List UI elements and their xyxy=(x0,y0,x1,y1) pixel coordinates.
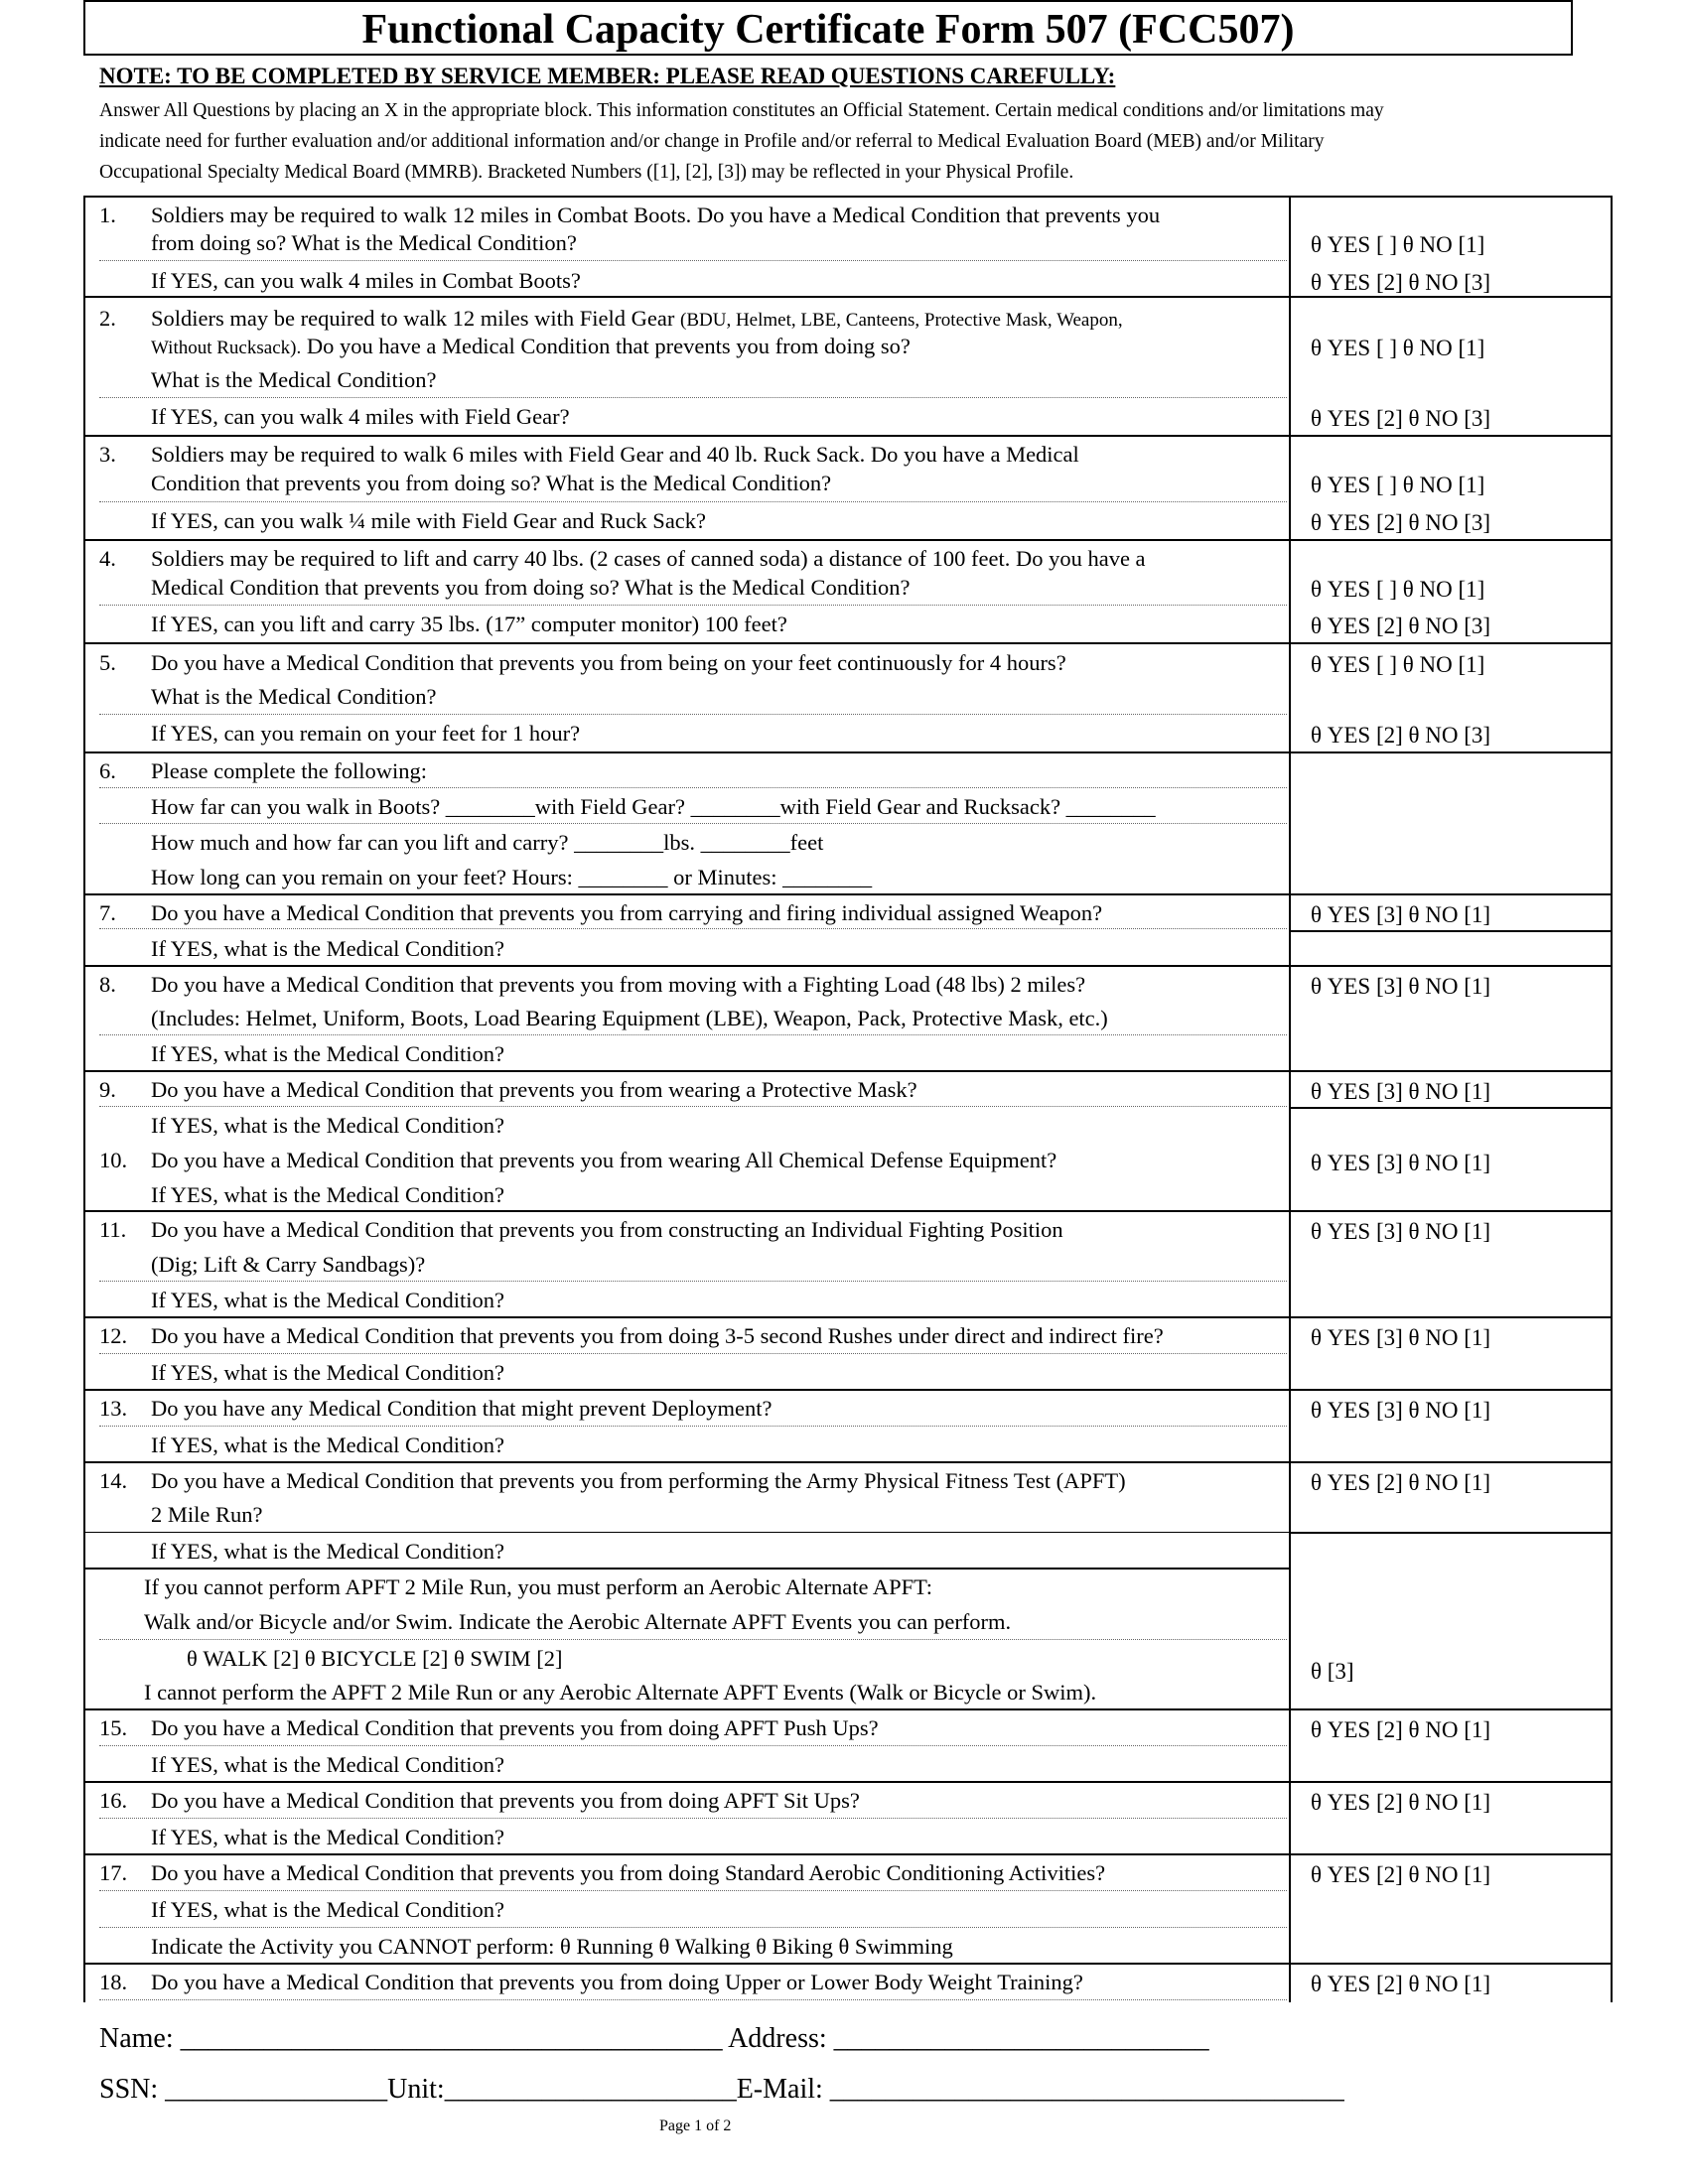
intro-text xyxy=(99,95,1609,188)
question-text: from doing so? What is the Medical Condition? xyxy=(151,230,577,255)
answer-choice[interactable]: θ YES [2] θ NO [3] xyxy=(1311,270,1491,295)
answer-choice[interactable]: θ YES [3] θ NO [1] xyxy=(1311,1151,1491,1175)
dotted-rule xyxy=(99,1927,1287,1928)
question-text: How far can you walk in Boots? ________with Field Gear? ________with Field Gear and Rucksack? ________ xyxy=(151,794,1156,819)
question-text: Do you have a Medical Condition that prevents you from wearing All Chemical Defense Equipment? xyxy=(151,1148,1057,1172)
row-divider xyxy=(83,1963,1613,1965)
intro-line: Answer All Questions by placing an X in the appropriate block. This information constitutes an Official Statement. Certain medical conditions and/or limitations may xyxy=(99,100,1384,121)
answer-choice[interactable]: θ YES [2] θ NO [1] xyxy=(1311,1470,1491,1495)
answer-choice[interactable]: θ [3] xyxy=(1311,1659,1354,1684)
answer-choice[interactable]: θ YES [ ] θ NO [1] xyxy=(1311,336,1485,360)
followup-text: If YES, what is the Medical Condition? xyxy=(151,1897,504,1922)
question-text: Medical Condition that prevents you from doing so? What is the Medical Condition? xyxy=(151,575,911,600)
question-text: What is the Medical Condition? xyxy=(151,367,437,392)
question-number: 13. xyxy=(99,1396,128,1421)
form-title: Functional Capacity Certificate Form 507 (FCC507) xyxy=(83,0,1573,56)
question-text: How long can you remain on your feet? Hours: ________ or Minutes: ________ xyxy=(151,865,873,889)
page-number: Page 1 of 2 xyxy=(659,2117,732,2134)
question-text: Soldiers may be required to walk 12 miles with Field Gear xyxy=(151,306,681,331)
followup-text: If YES, what is the Medical Condition? xyxy=(151,1113,504,1138)
question-text: Do you have a Medical Condition that prevents you from constructing an Individual Fighting Position xyxy=(151,1217,1063,1242)
dotted-rule xyxy=(99,501,1287,502)
followup-text: If YES, what is the Medical Condition? xyxy=(151,1539,504,1564)
question-text-small: (BDU, Helmet, LBE, Canteens, Protective Mask, Weapon, xyxy=(680,310,1123,331)
answer-choice[interactable]: θ YES [2] θ NO [3] xyxy=(1311,614,1491,638)
followup-text: If YES, what is the Medical Condition? xyxy=(151,1182,504,1207)
dotted-rule xyxy=(99,1353,1287,1354)
row-divider xyxy=(83,296,1613,298)
answer-choice[interactable]: θ YES [ ] θ NO [1] xyxy=(1311,232,1485,257)
answer-choice[interactable]: θ YES [ ] θ NO [1] xyxy=(1311,473,1485,497)
dotted-rule xyxy=(99,1818,1287,1819)
intro-line: indicate need for further evaluation and/or additional information and/or change in Profile and/or referral to Medical Evaluation Board (MEB) and/or Military xyxy=(99,131,1325,152)
question-text: Do you have a Medical Condition that prevents you from doing APFT Sit Ups? xyxy=(151,1788,860,1813)
answer-divider xyxy=(1289,1532,1613,1534)
row-divider xyxy=(83,539,1613,541)
question-text: Do you have a Medical Condition that prevents you from carrying and firing individual assigned Weapon? xyxy=(151,900,1103,925)
row-divider xyxy=(83,1070,1613,1072)
dotted-rule xyxy=(99,1034,1287,1035)
row-divider xyxy=(83,1708,1613,1710)
followup-text: If YES, can you walk 4 miles in Combat Boots? xyxy=(151,268,581,293)
question-number: 4. xyxy=(99,546,116,571)
question-text: Soldiers may be required to walk 6 miles with Field Gear and 40 lb. Ruck Sack. Do you have a Medical xyxy=(151,442,1079,467)
row-divider xyxy=(83,1853,1613,1855)
question-number: 12. xyxy=(99,1323,128,1348)
dotted-rule xyxy=(99,823,1287,824)
question-text: Do you have a Medical Condition that prevents you from performing the Army Physical Fitness Test (APFT) xyxy=(151,1468,1126,1493)
followup-text: If YES, can you remain on your feet for 1 hour? xyxy=(151,721,581,746)
row-divider xyxy=(83,435,1613,437)
row-divider xyxy=(83,1389,1613,1391)
alternate-instructions: Walk and/or Bicycle and/or Swim. Indicate the Aerobic Alternate APFT Events you can perform. xyxy=(144,1609,1012,1634)
followup-text: If YES, what is the Medical Condition? xyxy=(151,1752,504,1777)
question-number: 14. xyxy=(99,1468,128,1493)
activity-choices[interactable]: Indicate the Activity you CANNOT perform: θ Running θ Walking θ Biking θ Swimming xyxy=(151,1934,953,1959)
dotted-rule xyxy=(99,787,1287,788)
dotted-rule xyxy=(99,1639,1287,1640)
answer-choice[interactable]: θ YES [ ] θ NO [1] xyxy=(1311,577,1485,602)
followup-text: If YES, can you lift and carry 35 lbs. (17” computer monitor) 100 feet? xyxy=(151,612,787,636)
alternate-instructions: If you cannot perform APFT 2 Mile Run, you must perform an Aerobic Alternate APFT: xyxy=(144,1574,932,1599)
question-text: Do you have a Medical Condition that prevents you from doing APFT Push Ups? xyxy=(151,1715,879,1740)
followup-text: If YES, what is the Medical Condition? xyxy=(151,1825,504,1849)
row-divider xyxy=(83,893,1613,895)
answer-choice[interactable]: θ YES [2] θ NO [3] xyxy=(1311,723,1491,748)
dotted-rule xyxy=(99,1426,1287,1427)
question-number: 7. xyxy=(99,900,116,925)
answer-choice[interactable]: θ YES [2] θ NO [1] xyxy=(1311,1972,1491,1996)
dotted-rule xyxy=(99,1999,1287,2000)
answer-choice[interactable]: θ YES [2] θ NO [1] xyxy=(1311,1790,1491,1815)
question-text: Do you have a Medical Condition that prevents you from wearing a Protective Mask? xyxy=(151,1077,917,1102)
question-text: 2 Mile Run? xyxy=(151,1502,263,1527)
answer-divider xyxy=(1289,1107,1613,1109)
cannot-perform-statement: I cannot perform the APFT 2 Mile Run or any Aerobic Alternate APFT Events (Walk or Bicycle or Swim). xyxy=(144,1680,1097,1705)
question-text: Do you have any Medical Condition that might prevent Deployment? xyxy=(151,1396,773,1421)
row-divider xyxy=(83,1781,1613,1783)
dotted-rule xyxy=(99,1890,1287,1891)
followup-text: If YES, what is the Medical Condition? xyxy=(151,936,504,961)
question-number: 3. xyxy=(99,442,116,467)
row-divider xyxy=(83,1461,1613,1463)
question-text: Do you have a Medical Condition that prevents you from doing so? xyxy=(301,334,911,358)
answer-column-divider xyxy=(1289,196,1291,2002)
followup-text: If YES, can you walk 4 miles with Field Gear? xyxy=(151,404,570,429)
dotted-rule xyxy=(99,397,1287,398)
question-text: How much and how far can you lift and carry? ________lbs. ________feet xyxy=(151,830,824,855)
answer-choice[interactable]: θ YES [3] θ NO [1] xyxy=(1311,902,1491,927)
followup-text: If YES, what is the Medical Condition? xyxy=(151,1288,504,1312)
answer-choice[interactable]: θ YES [3] θ NO [1] xyxy=(1311,1398,1491,1423)
question-text: (Dig; Lift & Carry Sandbags)? xyxy=(151,1252,426,1277)
dotted-rule xyxy=(99,1106,1287,1107)
question-number: 11. xyxy=(99,1217,127,1242)
followup-text: If YES, what is the Medical Condition? xyxy=(151,1041,504,1066)
question-text: (Includes: Helmet, Uniform, Boots, Load Bearing Equipment (LBE), Weapon, Pack, Protective Mask, etc.) xyxy=(151,1006,1108,1030)
question-text: Condition that prevents you from doing so? What is the Medical Condition? xyxy=(151,471,832,495)
question-number: 5. xyxy=(99,650,116,675)
row-divider xyxy=(83,1316,1613,1318)
note-heading: NOTE: TO BE COMPLETED BY SERVICE MEMBER: PLEASE READ QUESTIONS CAREFULLY: xyxy=(99,64,1116,88)
row-divider xyxy=(83,965,1613,967)
question-number: 2. xyxy=(99,306,116,331)
question-text-small: Without Rucksack). xyxy=(151,338,302,358)
ssn-unit-email-fields[interactable]: SSN: ________________Unit:_____________________E-Mail: _____________________________________ xyxy=(99,2074,1344,2105)
question-number: 16. xyxy=(99,1788,128,1813)
question-text: Do you have a Medical Condition that prevents you from doing Standard Aerobic Conditioning Activities? xyxy=(151,1860,1106,1885)
question-text: Please complete the following: xyxy=(151,758,428,783)
question-text: Soldiers may be required to lift and carry 40 lbs. (2 cases of canned soda) a distance of 100 feet. Do you have a xyxy=(151,546,1146,571)
question-text: Do you have a Medical Condition that prevents you from moving with a Fighting Load (48 lbs) 2 miles? xyxy=(151,972,1086,997)
question-number: 8. xyxy=(99,972,116,997)
dotted-rule xyxy=(99,1281,1287,1282)
followup-text: If YES, what is the Medical Condition? xyxy=(151,1433,504,1457)
dotted-rule xyxy=(99,928,1287,929)
dotted-rule xyxy=(99,605,1287,606)
row-divider xyxy=(83,751,1613,753)
question-number: 15. xyxy=(99,1715,128,1740)
row-divider xyxy=(83,642,1613,644)
question-text: Do you have a Medical Condition that prevents you from doing Upper or Lower Body Weight Training? xyxy=(151,1970,1083,1994)
question-number: 1. xyxy=(99,203,116,227)
answer-divider xyxy=(1289,930,1613,932)
alternate-events-choices[interactable]: θ WALK [2] θ BICYCLE [2] θ SWIM [2] xyxy=(187,1646,563,1671)
name-address-fields[interactable]: Name: _______________________________________ Address: ___________________________ xyxy=(99,2023,1209,2054)
dotted-rule xyxy=(99,260,1287,261)
question-number: 17. xyxy=(99,1860,128,1885)
followup-text: If YES, what is the Medical Condition? xyxy=(151,1360,504,1385)
answer-choice[interactable]: θ YES [3] θ NO [1] xyxy=(1311,974,1491,999)
followup-text: If YES, can you walk ¼ mile with Field Gear and Ruck Sack? xyxy=(151,508,707,533)
answer-choice[interactable]: θ YES [2] θ NO [1] xyxy=(1311,1862,1491,1887)
question-text: Do you have a Medical Condition that prevents you from being on your feet continuously for 4 hours? xyxy=(151,650,1066,675)
question-text-line xyxy=(151,332,911,363)
question-number: 9. xyxy=(99,1077,116,1102)
answer-choice[interactable]: θ YES [3] θ NO [1] xyxy=(1311,1079,1491,1104)
answer-choice[interactable]: θ YES [2] θ NO [1] xyxy=(1311,1717,1491,1742)
question-text: Soldiers may be required to walk 12 miles in Combat Boots. Do you have a Medical Condition that prevents you xyxy=(151,203,1161,227)
row-divider xyxy=(83,1532,1289,1533)
question-text: Do you have a Medical Condition that prevents you from doing 3-5 second Rushes under direct and indirect fire? xyxy=(151,1323,1164,1348)
answer-choice[interactable]: θ YES [3] θ NO [1] xyxy=(1311,1219,1491,1244)
answer-choice[interactable]: θ YES [2] θ NO [3] xyxy=(1311,406,1491,431)
dotted-rule xyxy=(99,714,1287,715)
question-number: 6. xyxy=(99,758,116,783)
question-text: What is the Medical Condition? xyxy=(151,684,437,709)
row-divider xyxy=(83,1568,1289,1570)
question-number: 18. xyxy=(99,1970,128,1994)
answer-choice[interactable]: θ YES [2] θ NO [3] xyxy=(1311,510,1491,535)
answer-choice[interactable]: θ YES [3] θ NO [1] xyxy=(1311,1325,1491,1350)
intro-line: Occupational Specialty Medical Board (MMRB). Bracketed Numbers ([1], [2], [3]) may be reflected in your Physical Profile. xyxy=(99,162,1074,183)
question-number: 10. xyxy=(99,1148,128,1172)
answer-choice[interactable]: θ YES [ ] θ NO [1] xyxy=(1311,652,1485,677)
dotted-rule xyxy=(99,1745,1287,1746)
row-divider xyxy=(83,1210,1613,1212)
